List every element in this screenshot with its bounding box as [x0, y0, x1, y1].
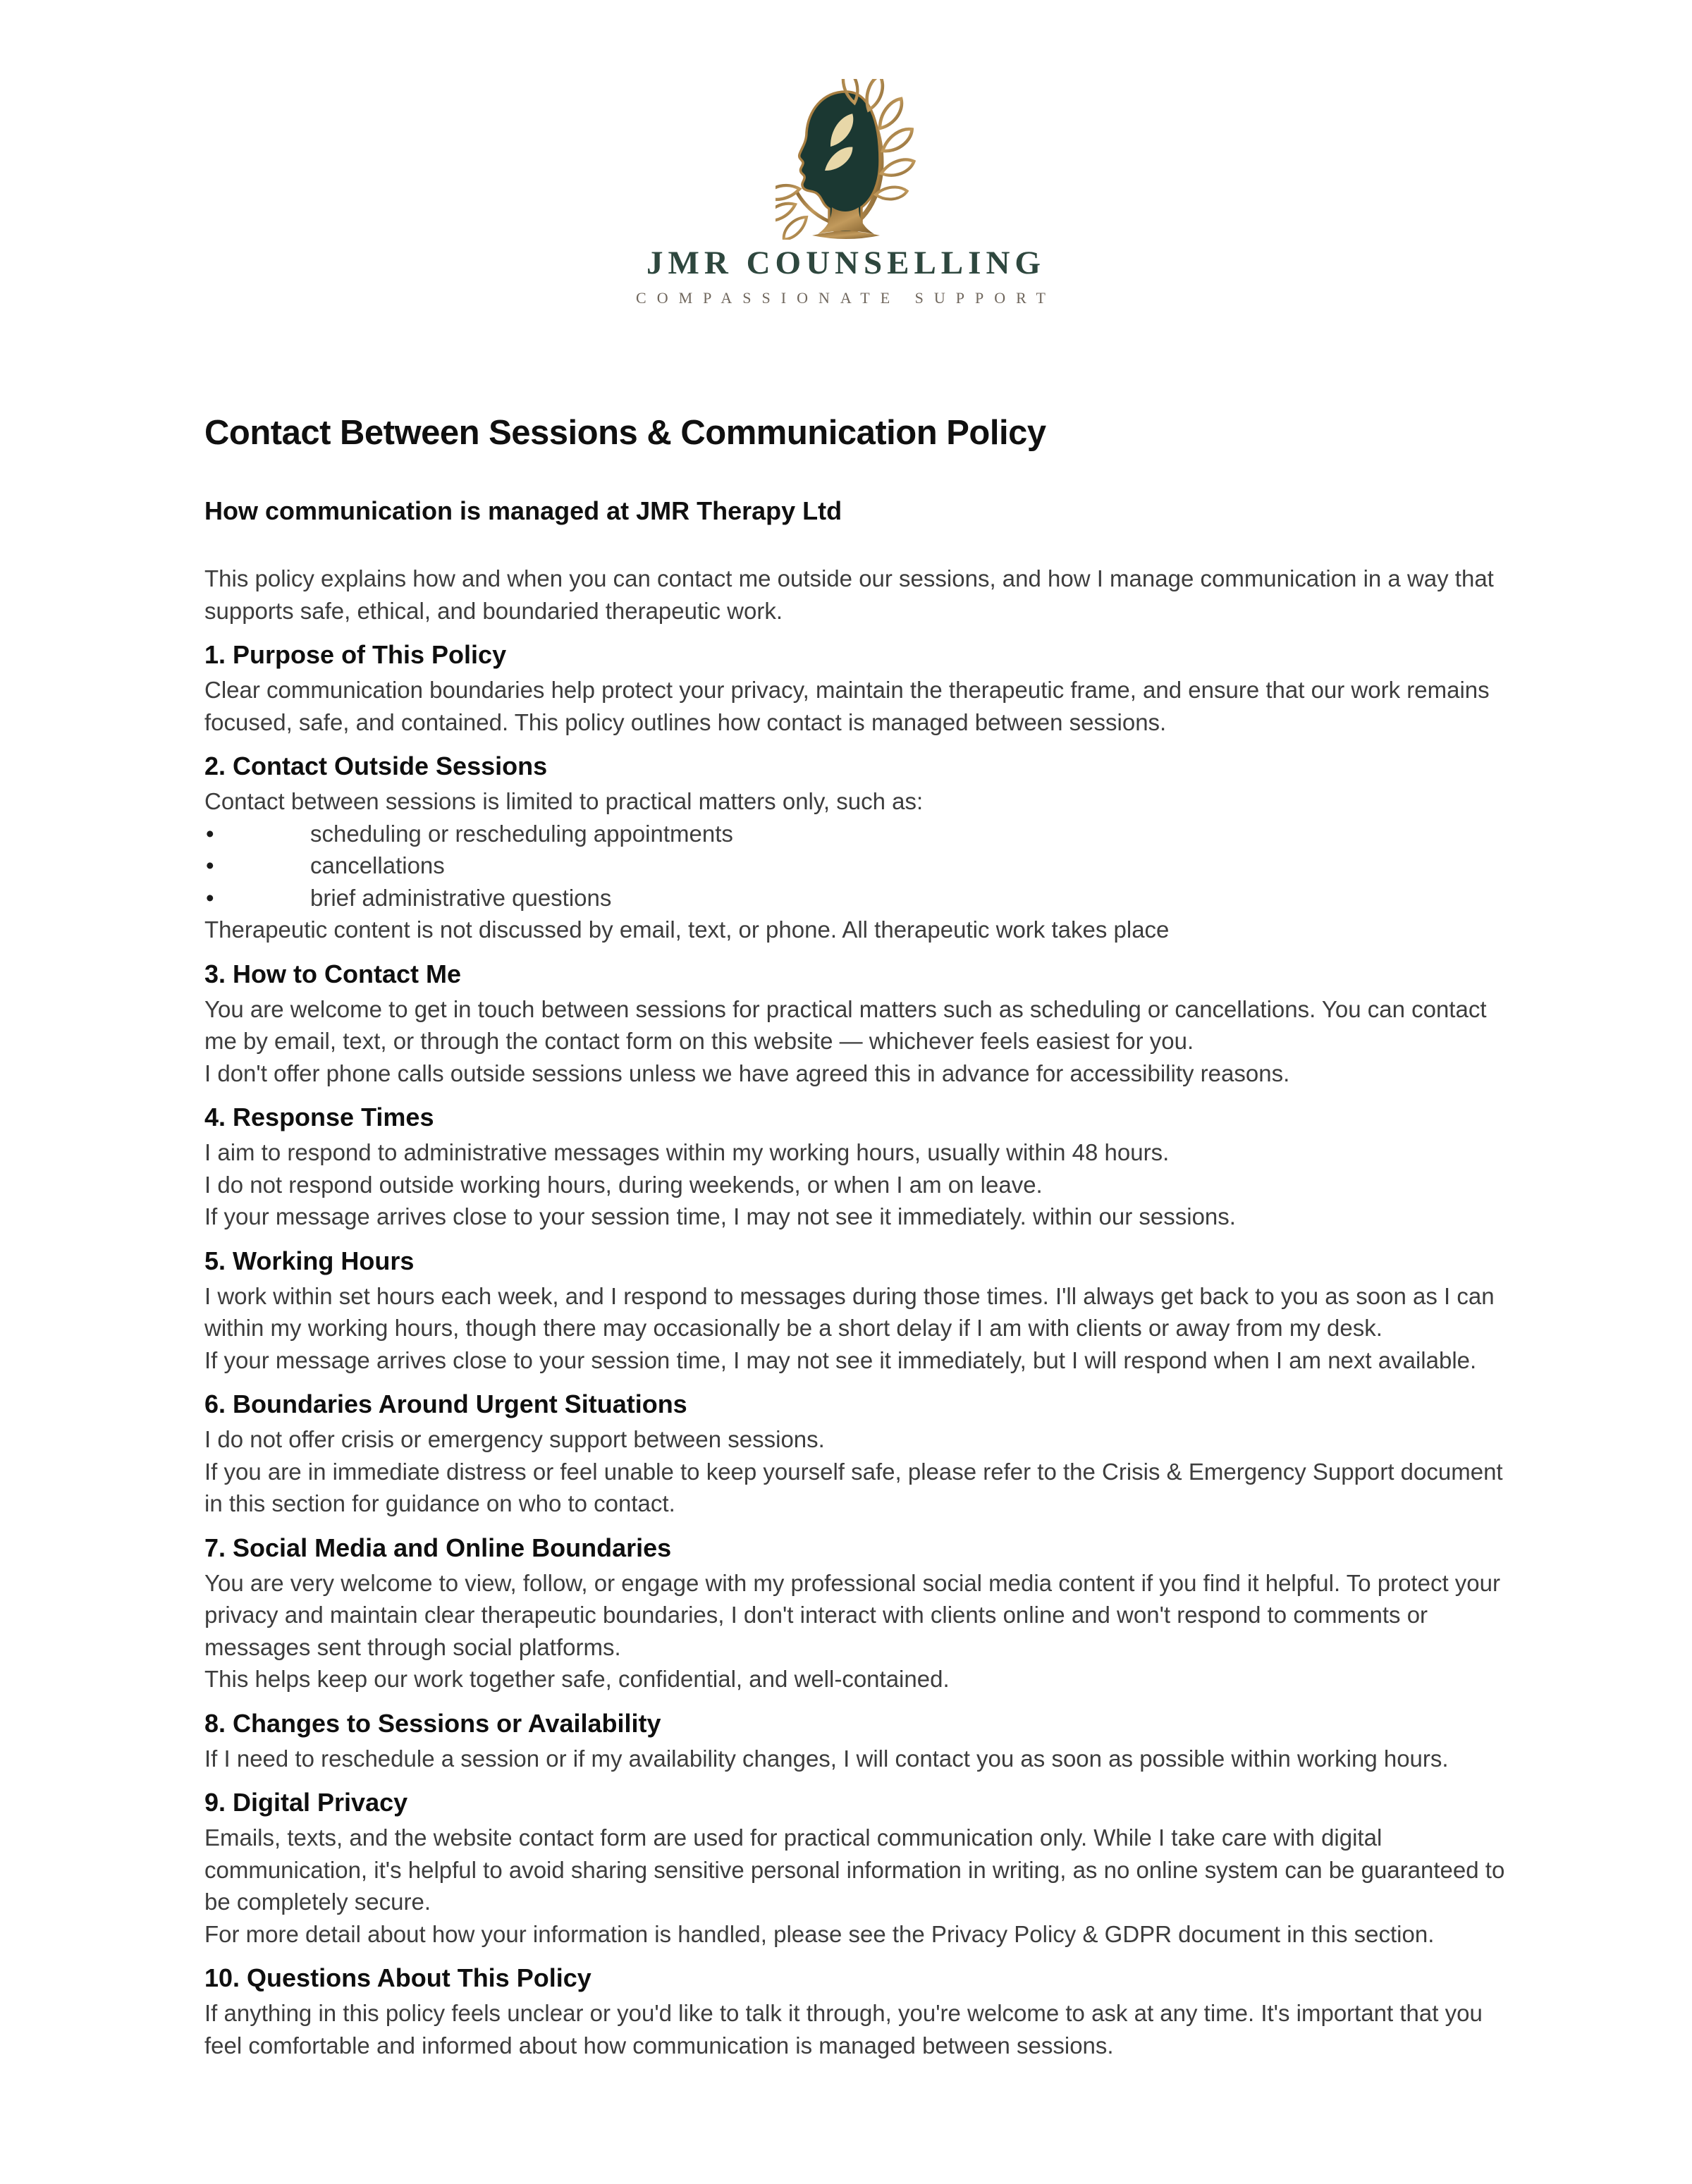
section-paragraph: I work within set hours each week, and I respond to messages during those times. I'll always get back to you as soon as I can within my working hours, though there may occasionally be a short delay if I am with clients or away from my desk. [204, 1282, 1495, 1341]
section-heading: 1. Purpose of This Policy [204, 640, 507, 669]
section-heading: 10. Questions About This Policy [204, 1963, 591, 1992]
section-paragraph: If you are in immediate distress or feel unable to keep yourself safe, please refer to the Crisis & Emergency Support document in this section for guidance on who to contact. [204, 1458, 1503, 1516]
section-paragraph: I do not respond outside working hours, during weekends, or when I am on leave. [204, 1171, 1043, 1198]
section-paragraph: You are very welcome to view, follow, or engage with my professional social media content if you find it helpful. To protect your privacy and maintain clear therapeutic boundaries, I don't interact with clients online and won't respond to comments or messages sent through social platforms. [204, 1569, 1500, 1660]
bullet-list [204, 818, 1505, 914]
policy-section [204, 1244, 1505, 1377]
policy-section [204, 638, 1505, 738]
policy-section [204, 1531, 1505, 1695]
section-paragraph: For more detail about how your information is handled, please see the Privacy Policy & GDPR document in this section. [204, 1920, 1435, 1947]
policy-section [204, 1786, 1505, 1950]
logo-name: JMR COUNSELLING [646, 245, 1046, 281]
section-heading: 3. How to Contact Me [204, 959, 462, 988]
section-paragraph: Therapeutic content is not discussed by email, text, or phone. All therapeutic work takes place [204, 916, 1170, 943]
policy-document [204, 413, 1505, 2061]
policy-section [204, 749, 1505, 946]
section-paragraph: You are welcome to get in touch between sessions for practical matters such as scheduling or cancellations. You can contact me by email, text, or through the contact form on this website — whichever feels easiest for you. [204, 995, 1487, 1054]
section-heading: 5. Working Hours [204, 1246, 415, 1275]
intro-paragraph: This policy explains how and when you can contact me outside our sessions, and how I manage communication in a way that supports safe, ethical, and boundaried therapeutic work. [204, 565, 1494, 624]
logo [0, 0, 1692, 307]
policy-section [204, 1707, 1505, 1775]
logo-tagline: COMPASSIONATE SUPPORT [636, 289, 1056, 307]
section-paragraph: If your message arrives close to your session time, I may not see it immediately, but I will respond when I am next available. [204, 1346, 1477, 1373]
head-and-leaves-logo-icon [776, 79, 916, 240]
section-heading: 7. Social Media and Online Boundaries [204, 1533, 672, 1562]
section-heading: 8. Changes to Sessions or Availability [204, 1708, 661, 1738]
section-paragraph: I don't offer phone calls outside sessions unless we have agreed this in advance for accessibility reasons. [204, 1060, 1290, 1086]
section-paragraph: I do not offer crisis or emergency support between sessions. [204, 1426, 825, 1452]
policy-section [204, 957, 1505, 1090]
section-paragraph: Emails, texts, and the website contact form are used for practical communication only. While I take care with digital communication, it's helpful to avoid sharing sensitive personal information in writing, as no online system can be guaranteed to be completely secure. [204, 1824, 1505, 1915]
policy-section [204, 1387, 1505, 1520]
section-heading: 6. Boundaries Around Urgent Situations [204, 1389, 687, 1418]
bullet-item: • brief administrative questions [204, 882, 1505, 914]
section-paragraph: If your message arrives close to your session time, I may not see it immediately. within our sessions. [204, 1203, 1236, 1229]
section-heading: 4. Response Times [204, 1103, 434, 1131]
section-paragraph: Contact between sessions is limited to practical matters only, such as: [204, 788, 924, 814]
sections-container [204, 638, 1505, 2061]
section-paragraph: Clear communication boundaries help protect your privacy, maintain the therapeutic frame, and ensure that our work remains focused, safe, and contained. This policy outlines how contact is managed between sessions. [204, 677, 1490, 735]
section-paragraph: If I need to reschedule a session or if my availability changes, I will contact you as soon as possible within working hours. [204, 1745, 1449, 1772]
section-paragraph: I aim to respond to administrative messages within my working hours, usually within 48 hours. [204, 1139, 1170, 1165]
policy-section [204, 1100, 1505, 1233]
bullet-item: • scheduling or rescheduling appointments [204, 818, 1505, 850]
policy-section [204, 1961, 1505, 2061]
section-paragraph: This helps keep our work together safe, confidential, and well-contained. [204, 1666, 950, 1692]
bullet-item: • cancellations [204, 849, 1505, 882]
section-paragraph: If anything in this policy feels unclear or you'd like to talk it through, you're welcome to ask at any time. It's important that you feel comfortable and informed about how communication is managed between sessions. [204, 2000, 1483, 2059]
page-title: Contact Between Sessions & Communication Policy [204, 414, 1046, 452]
section-heading: 9. Digital Privacy [204, 1788, 408, 1817]
section-heading: 2. Contact Outside Sessions [204, 751, 548, 780]
page-subtitle: How communication is managed at JMR Therapy Ltd [204, 496, 842, 525]
